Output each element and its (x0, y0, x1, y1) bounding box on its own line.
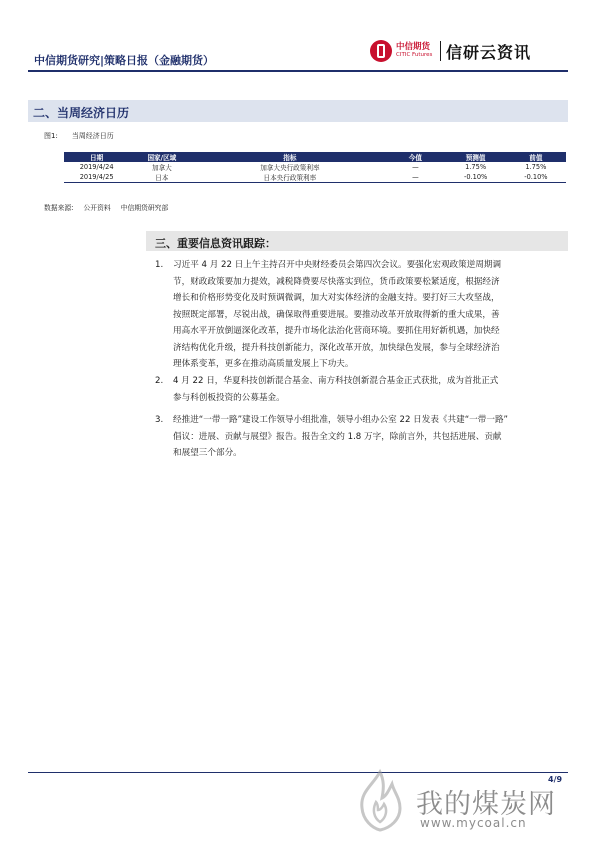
table-cell: 日本 (129, 172, 194, 183)
news-line: 用高水平开放倒逼深化改革，提升市场化法治化营商环境。要抓住用好新机遇，加快经 (173, 326, 500, 336)
table-row (64, 172, 566, 183)
table-cell: 2019/4/24 (79, 163, 114, 171)
table-cell: 日本央行政策利率 (195, 172, 386, 183)
section2-title: 二、当周经济日历 (33, 106, 130, 120)
table-row (64, 162, 566, 172)
news-item-number: 2. (155, 376, 164, 386)
logo-divider (440, 41, 441, 61)
source-value: 公开资料 (83, 204, 111, 212)
figure-caption (44, 131, 128, 141)
table-cell: — (385, 172, 445, 183)
news-item (155, 373, 573, 406)
column-header: 国家/区域 (129, 152, 194, 162)
table-cell: -0.10% (506, 172, 566, 183)
news-item-number: 3. (155, 415, 164, 425)
column-header: 前值 (506, 152, 566, 162)
table-cell: 1.75% (465, 163, 487, 171)
table-cell: 加拿大央行政策利率 (260, 164, 320, 172)
header-title: 中信期货研究|策略日报（金融期货） (34, 54, 215, 67)
table-cell: -0.10% (446, 172, 506, 183)
source-value: 中信期货研究部 (120, 204, 169, 212)
column-header: 预测值 (446, 152, 506, 162)
table-cell: 加拿大 (151, 164, 172, 172)
news-line: 经推进“一带一路”建设工作领导小组批准，领导小组办公室 22 日发表《共建“一带一路” (173, 415, 508, 425)
brand-name: 信研云资讯 (446, 43, 532, 62)
citic-logo (370, 38, 566, 64)
news-line: 济结构优化升级，提升科技创新能力，深化改革开放，加快绿色发展，参与全球经济治 (173, 342, 500, 353)
logo-cn-text: 中信期货 (396, 42, 431, 52)
flame-watermark-icon (346, 768, 414, 834)
news-line: 和展望三个部分。 (173, 448, 242, 458)
news-line: 节，财政政策要加力提效，减税降费要尽快落实到位，货币政策要松紧适度，根据经济 (173, 276, 500, 287)
citic-logo-icon (370, 40, 392, 62)
news-item (155, 257, 573, 373)
figure-title: 当周经济日历 (71, 132, 114, 140)
data-source (44, 202, 178, 212)
page-number: 4/9 (548, 775, 563, 784)
table-cell: 1.75% (525, 163, 547, 171)
table-cell: — (412, 163, 419, 171)
figure-number: 图1: (44, 132, 58, 140)
source-label: 数据来源: (44, 204, 74, 212)
news-item-number: 1. (155, 260, 164, 270)
news-line: 增长和价格形势变化及时预调微调，加大对实体经济的金融支持。要打好三大攻坚战， (173, 293, 500, 303)
header-rule (28, 70, 568, 72)
column-header: 指标 (195, 152, 386, 162)
watermark-text: 我的煤炭网 (416, 789, 556, 820)
news-line: 习近平 4 月 22 日上午主持召开中央财经委员会第四次会议。要强化宏观政策逆周期调 (173, 260, 502, 270)
watermark-url: www.mycoal.cn (420, 816, 527, 830)
news-line: 4 月 22 日，华夏科技创新混合基金、南方科技创新混合基金正式获批，成为首批正式 (173, 376, 499, 386)
logo-en-text: CITIC Futures (396, 52, 433, 58)
news-line: 理体系变革，更多在推动高质量发展上下功夫。 (173, 359, 354, 369)
column-header: 日期 (64, 152, 129, 162)
news-line: 按照既定部署，尽锐出战，确保取得重要进展。要推动改革开放取得新的重大成果，善 (173, 309, 500, 320)
table-cell: 2019/4/25 (64, 172, 129, 183)
footer-rule (28, 772, 568, 773)
section3-title: 三、重要信息资讯跟踪： (155, 237, 276, 250)
economic-calendar-table (64, 152, 566, 183)
news-item (155, 412, 573, 462)
column-header: 今值 (385, 152, 445, 162)
news-line: 参与科创板投资的公募基金。 (173, 392, 285, 403)
news-line: 倡议：进展、贡献与展望》报告。报告全文约 1.8 万字，除前言外，共包括进展、贡献 (173, 431, 502, 442)
table-header-row (64, 152, 566, 162)
